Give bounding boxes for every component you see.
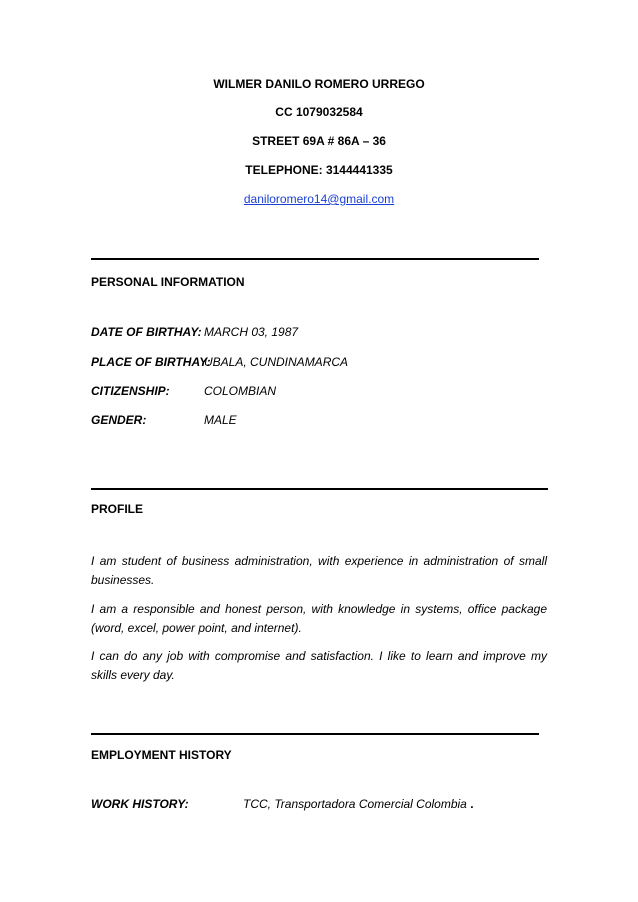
profile-paragraph: I am student of business administration, with experience in administration of small businesses. [91, 554, 547, 587]
divider [91, 488, 548, 490]
employer-name: TCC, Transportadora Comercial Colombia [243, 797, 467, 811]
employment-history-heading: EMPLOYMENT HISTORY [91, 748, 232, 762]
personal-value: UBALA, CUNDINAMARCA [204, 355, 349, 369]
personal-information-heading: PERSONAL INFORMATION [91, 275, 245, 289]
id-number: CC 1079032584 [275, 105, 363, 119]
personal-value: MALE [204, 413, 237, 427]
divider [91, 258, 539, 260]
personal-value: MARCH 03, 1987 [204, 325, 299, 339]
personal-label: DATE OF BIRTHAY: [91, 325, 202, 339]
profile-paragraph: I am a responsible and honest person, with knowledge in systems, office package (word, excel, power point, and internet). [91, 602, 547, 635]
profile-paragraph: I can do any job with compromise and satisfaction. I like to learn and improve my skills every day. [91, 649, 547, 682]
email-link[interactable]: daniloromero14@gmail.com [243, 192, 395, 206]
divider [91, 733, 539, 735]
work-history-label: WORK HISTORY: [91, 797, 189, 811]
personal-label: PLACE OF BIRTHAY: [91, 355, 211, 369]
personal-value: COLOMBIAN [204, 384, 277, 398]
personal-label: GENDER: [91, 413, 147, 427]
personal-label: CITIZENSHIP: [91, 384, 170, 398]
work-history-value [243, 797, 474, 811]
trailing-period: . [470, 797, 474, 811]
profile-heading: PROFILE [91, 502, 144, 516]
telephone: TELEPHONE: 3144441335 [245, 163, 393, 177]
full-name: WILMER DANILO ROMERO URREGO [213, 77, 425, 91]
street-address: STREET 69A # 86A – 36 [252, 134, 386, 148]
